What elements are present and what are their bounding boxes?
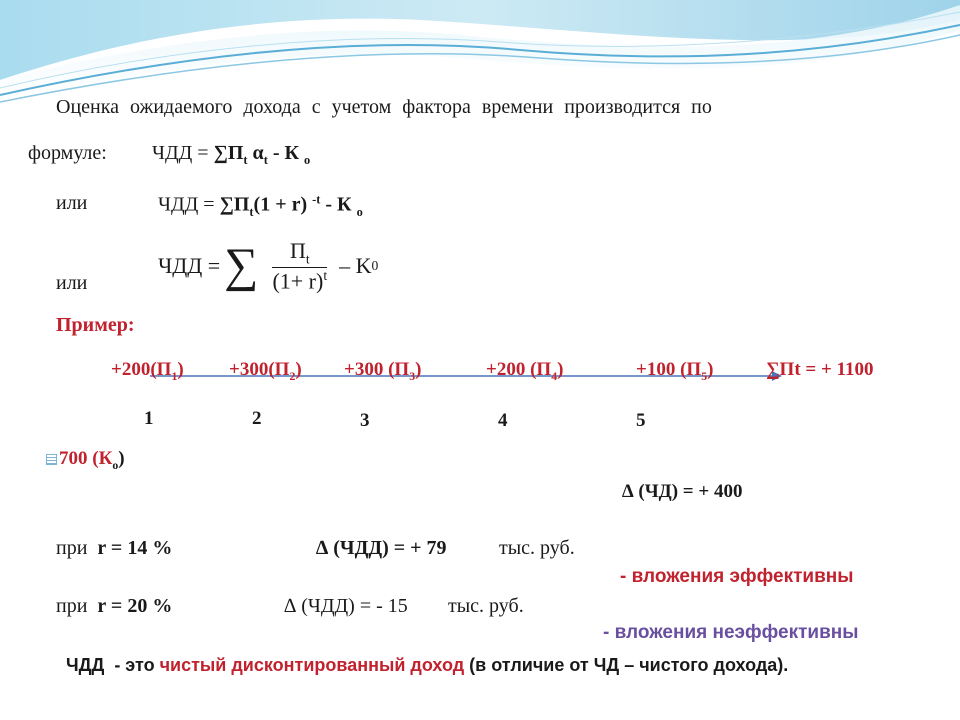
formula1-rest: - К — [267, 142, 305, 164]
header-wave-decoration — [0, 0, 960, 110]
footnote-abbrev: ЧДД — [66, 655, 105, 675]
footnote-tail: (в отличие от ЧД – чистого дохода). — [464, 655, 789, 675]
formula1-sum: ∑П — [213, 142, 244, 164]
case-14-unit: тыс. руб. — [499, 537, 575, 559]
case-14-delta: ∆ (ЧДД) = + 79 — [316, 537, 447, 559]
period-3: 3 — [360, 410, 370, 431]
intro-line-1 — [56, 96, 908, 119]
cash-flow-2: $+300(П_2)$ — [229, 359, 302, 383]
formula3-sub0: 0 — [371, 258, 379, 273]
formula2-paren: (1 + r) — [253, 193, 313, 216]
formula2-lhs: ЧДД = — [158, 193, 220, 216]
cash-flow-3: +300 $(П_3)$ — [344, 359, 422, 383]
intro-line-2 — [28, 142, 107, 165]
cash-flow-4: +200 $(П_4)$ — [486, 359, 564, 383]
intro-formula-prefix: формуле: — [28, 142, 107, 164]
formula3-den: (1+ r) — [272, 268, 324, 294]
case-20-unit: тыс. руб. — [448, 595, 524, 617]
formula2-exp: -t — [312, 192, 321, 206]
initial-investment: 700 $(К_о)$ — [46, 448, 125, 473]
period-1: 1 — [144, 408, 154, 429]
case-20-verdict: - вложения неэффективны — [603, 622, 859, 643]
formula-npv-alpha — [152, 142, 310, 168]
cash-flow-1: $+200(П_1)$ — [111, 359, 184, 383]
formula2-sub0: о — [356, 204, 363, 219]
period-4: 4 — [498, 410, 508, 431]
case-20-rate: r = 20 % — [97, 595, 173, 617]
case-14-rate: r = 14 % — [97, 537, 173, 559]
delta-net-income: ∆ (ЧД) = + 400 — [622, 481, 743, 502]
or-label-1: или — [56, 192, 88, 214]
formula2-rest: - К — [320, 193, 357, 216]
intro-text: Оценка ожидаемого дохода с учетом фактора времени производится по — [56, 96, 712, 118]
cash-flow-sum: ∑Пt = + 1100 — [766, 359, 874, 380]
formula3-den-sup: t — [323, 268, 328, 284]
example-title: Пример: — [56, 314, 135, 336]
formula1-sub0: о — [304, 153, 311, 167]
formula3-rest: – K — [339, 253, 372, 278]
formula1-sub-t2: t — [263, 153, 268, 167]
or-label-2: или — [56, 272, 88, 294]
formula3-fraction — [272, 238, 327, 295]
formula1-lhs: ЧДД = — [152, 142, 214, 164]
formula3-num-sub: t — [305, 251, 310, 267]
formula1-sub-t: t — [243, 153, 248, 167]
case-14-verdict: - вложения эффективны — [620, 566, 854, 587]
formula3-num: П — [289, 237, 306, 263]
formula3-lhs: ЧДД = — [158, 253, 221, 278]
bullet-icon — [46, 454, 57, 465]
formula-npv-discount — [158, 192, 363, 220]
cash-flow-5: +100 $(П_5)$ — [636, 359, 714, 383]
footnote-dash: - это — [114, 655, 160, 675]
period-2: 2 — [252, 408, 262, 429]
formula1-alpha: α — [247, 142, 264, 164]
footnote-term: чистый дисконтированный доход — [159, 655, 465, 675]
period-5: 5 — [636, 410, 646, 431]
formula2-sub-t: t — [249, 204, 254, 219]
definition-footnote — [66, 655, 788, 676]
formula-npv-fraction — [158, 236, 378, 296]
case-20-row: при r = 20 % — [56, 595, 173, 617]
case-14-row: при r = 14 % — [56, 537, 173, 559]
formula2-sum: ∑П — [219, 193, 250, 216]
formula3-sigma: ∑ — [224, 239, 259, 292]
case-20-delta: ∆ (ЧДД) = - 15 — [284, 595, 408, 617]
